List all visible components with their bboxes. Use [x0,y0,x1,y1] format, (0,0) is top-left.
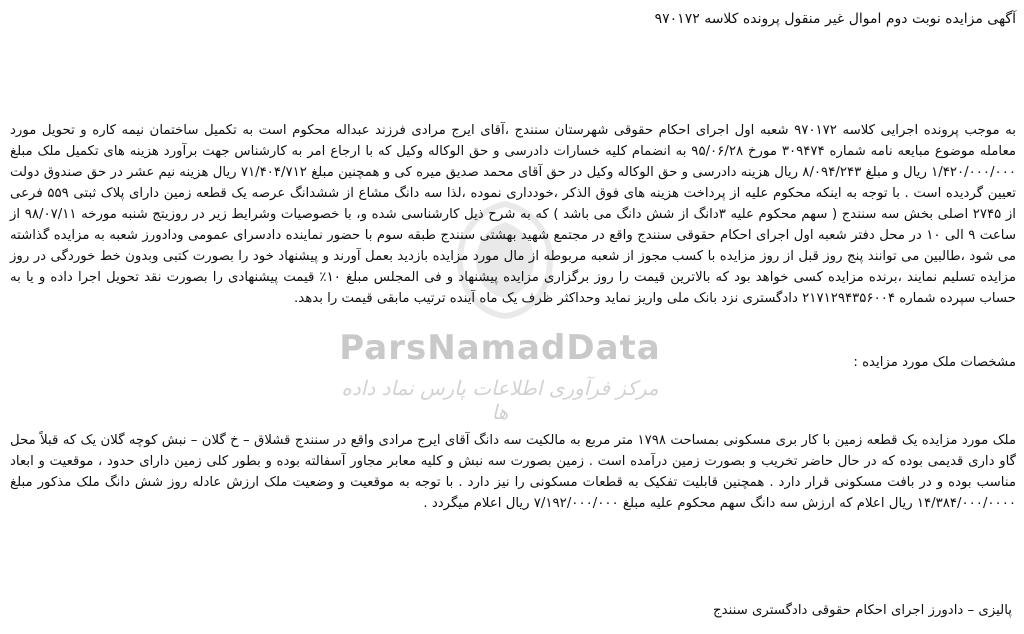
watermark-brand: ParsNamadData [339,328,661,368]
main-paragraph: به موجب پرونده اجرایی کلاسه ۹۷۰۱۷۲ شعبه اول اجرای احکام حقوقی شهرستان سنندج ،آقای ایرج مرادی فرزند عبداله محکوم است به تکمیل ساختمان نیمه کاره و تحویل مورد معامله موضوع مبایعه نامه شماره ۳۰۹۴۷۴ مورخ ۹۵/۰۶/۲۸ به انضمام کلیه خسارات دادرسی و حق الوکاله وکیل که با ارجاع امر به کارشناس جهت برآورد هزینه های تکمیل ملک مبلغ ۱/۴۲۰/۰۰۰/۰۰۰ ریال و مبلغ ۸/۰۹۴/۲۴۳ ریال هزینه دادرسی و حق الوکاله وکیل در حق آقای محمد صدیق میره کی و همچنین مبلغ ۷۱/۴۰۴/۷۱۲ ریال هزینه نیم عشر در حق صندوق دولت تعیین گردیده است . با توجه به اینکه محکوم علیه از پرداخت هزینه های فوق الذکر ،خودداری نموده ،لذا سه دانگ مشاع از ششدانگ عرصه یک قطعه زمین دارای پلاک ثبتی ۵۵۹ فرعی از ۲۷۴۵ اصلی بخش سه سنندج ( سهم محکوم علیه ۳دانگ از شش دانگ می باشد ) که به شرح ذیل کارشناسی شده و، با خصوصیات وشرایط زیر در روزیتج شنبه مورخه ۹۸/۰۷/۱۱ از ساعت ۹ الی ۱۰ در محل دفتر شعبه اول اجرای احکام حقوقی سنندج واقع در مجتمع شهید بهشتی سنندج طبقه سوم با حضور نماینده دادسرای عمومی ودادورز شعبه به مزایده گذاشته می شود ،طالبین می توانند پنج روز قبل از روز مزایده با کسب مجوز از شعبه مربوطه از مال مورد مزایده بازدید بعمل آورند و پیشنهاد خود را بصورت کتبی وبدون خط خوردگی در روز مزایده تسلیم نمایند ،برنده مزایده کسی خواهد بود که بالاترین قیمت را روز برگزاری مزایده پیشنهاد و فی المجلس مبلغ ۱۰٪ قیمت پیشنهادی را بصورت نقد تحویل اجرا داده و یا به حساب سپرده شماره ۲۱۷۱۲۹۴۳۵۶۰۰۴ دادگستری نزد بانک ملی واریز نماید وحداکثر ظرف یک ماه آینده ترتیب مابقی قیمت را بدهد. [10,123,1017,306]
signature-line: پالیزی – دادورز اجرای احکام حقوقی دادگستری سنندج [713,603,1012,618]
watermark-tagline: مرکز فرآوری اطلاعات پارس نماد داده ها [341,376,659,424]
property-paragraph: ملک مورد مزایده یک قطعه زمین با کار بری مسکونی بمساحت ۱۷۹۸ متر مربع به مالکیت سه دانگ آقای ایرج مرادی واقع در سنندج قشلاق – خ گلان – نبش کوچه گلان یک که قبلاً محل گاو داری قدیمی بوده که در حال حاضر تخریب و بصورت زمین درآمده است . زمین بصورت سه نبش و کلیه معابر مجاور آسفالته بوده و بطور کلی زمین دارای حدود ، موقعیت و ابعاد مناسب بوده و در بافت مسکونی قرار دارد . همچنین قابلیت تفکیک به قطعات مسکونی را نیز دارد . با توجه به موقعیت و وضعیت ملک ارزش عادله روز شش دانگ ملک مذکور مبلغ ۱۴/۳۸۴/۰۰۰/۰۰۰۰ ریال اعلام که ارزش سه دانگ سهم محکوم علیه مبلغ ۷/۱۹۲/۰۰۰/۰۰۰ ریال اعلام میگردد . [10,433,1016,511]
page-title: آگهی مزایده نوبت دوم اموال غیر منقول پرونده کلاسه ۹۷۰۱۷۲ [654,11,1016,27]
section-heading: مشخصات ملک مورد مزایده : [853,355,1016,370]
